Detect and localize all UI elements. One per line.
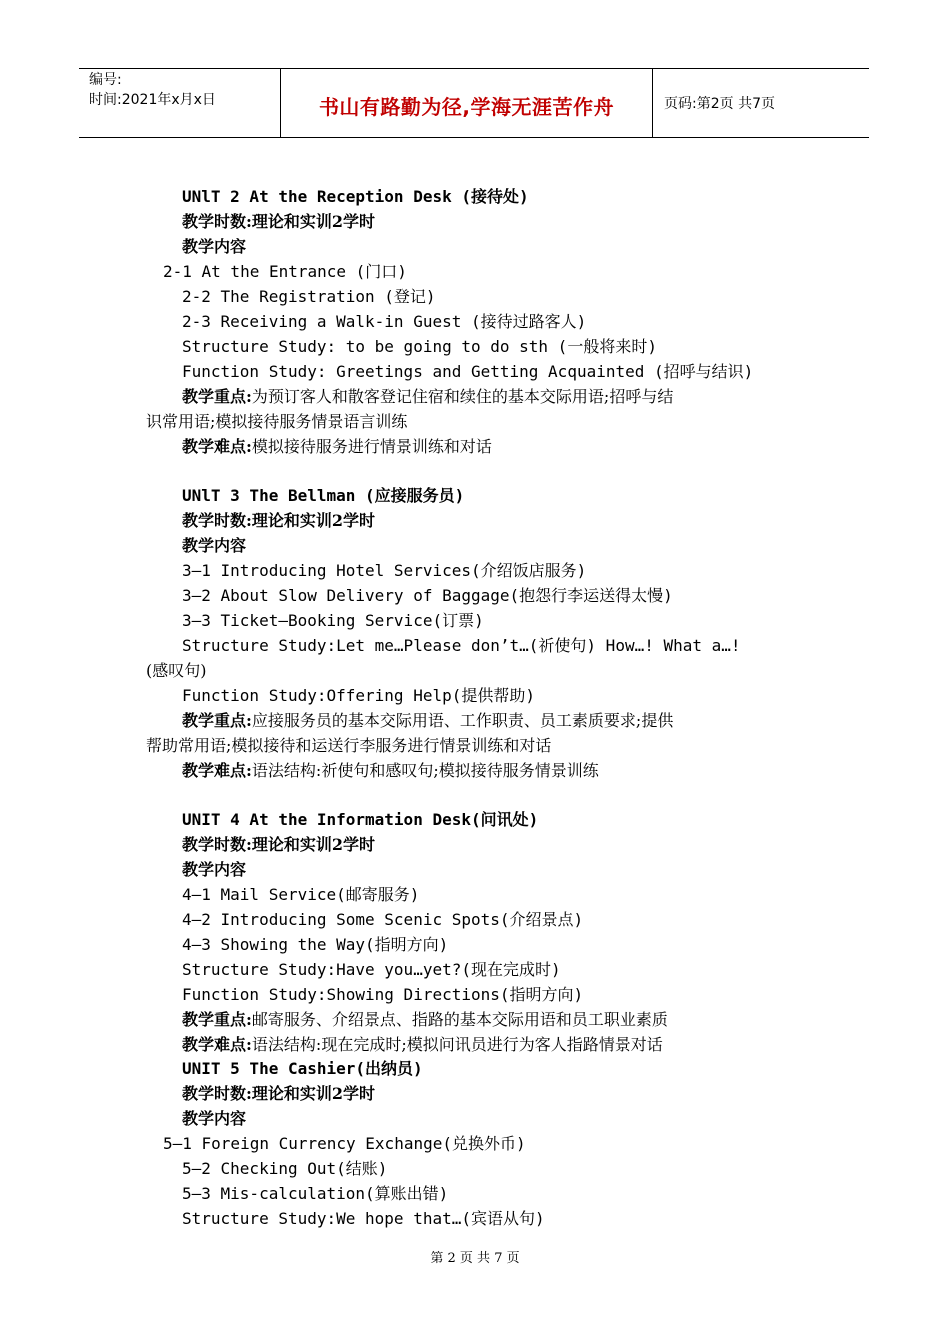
unit3-item-3: 3—3 Ticket—Booking Service(订票) bbox=[182, 611, 484, 630]
difficulties-text: 语法结构:祈使句和感叹句;模拟接待服务情景训练 bbox=[251, 761, 599, 780]
unit4-content-heading: 教学内容 bbox=[182, 860, 247, 879]
key-points-text: 为预订客人和散客登记住宿和续住的基本交际用语;招呼与结 bbox=[251, 387, 674, 406]
unit2-key-points bbox=[182, 387, 673, 407]
header-left-cell bbox=[79, 69, 281, 137]
header-center-cell bbox=[281, 69, 653, 137]
unit3-key-points-cont: 帮助常用语;模拟接待和运送行李服务进行情景训练和对话 bbox=[146, 736, 552, 755]
header-page-info: 页码:第2页 共7页 bbox=[664, 96, 775, 112]
difficulties-label: 教学难点: bbox=[182, 437, 252, 456]
unit4-item-1: 4—1 Mail Service(邮寄服务) bbox=[182, 885, 420, 904]
unit3-function-study: Function Study:Offering Help(提供帮助) bbox=[182, 686, 535, 705]
header-table bbox=[79, 68, 869, 138]
unit2-item-1: 2-1 At the Entrance (门口) bbox=[163, 262, 407, 281]
header-right-cell bbox=[654, 69, 869, 137]
difficulties-label: 教学难点: bbox=[182, 761, 252, 780]
unit4-structure-study: Structure Study:Have you…yet?(现在完成时) bbox=[182, 960, 561, 979]
page-footer: 第 2 页 共 7 页 bbox=[430, 1251, 520, 1266]
unit3-content-heading: 教学内容 bbox=[182, 536, 247, 555]
unit2-difficulties bbox=[182, 437, 492, 457]
unit2-hours: 教学时数:理论和实训2学时 bbox=[182, 212, 376, 231]
key-points-text: 应接服务员的基本交际用语、工作职责、员工素质要求;提供 bbox=[251, 711, 674, 730]
difficulties-text: 模拟接待服务进行情景训练和对话 bbox=[251, 437, 492, 456]
unit3-title: UNlT 3 The Bellman (应接服务员) bbox=[182, 486, 465, 505]
unit3-difficulties bbox=[182, 761, 599, 781]
unit3-structure-study: Structure Study:Let me…Please don’t…(祈使句) How…! What a…! bbox=[182, 636, 741, 655]
unit5-item-2: 5—2 Checking Out(结账) bbox=[182, 1159, 388, 1178]
key-points-label: 教学重点: bbox=[182, 1010, 252, 1029]
unit2-key-points-cont: 识常用语;模拟接待服务情景语言训练 bbox=[146, 412, 408, 431]
unit3-item-1: 3—1 Introducing Hotel Services(介绍饭店服务) bbox=[182, 561, 587, 580]
unit5-title: UNIT 5 The Cashier(出纳员) bbox=[182, 1059, 423, 1078]
unit3-key-points bbox=[182, 711, 673, 731]
unit4-function-study: Function Study:Showing Directions(指明方向) bbox=[182, 985, 584, 1004]
unit2-item-2: 2-2 The Registration (登记) bbox=[182, 287, 436, 306]
document-date: 时间:2021年x月x日 bbox=[89, 92, 216, 108]
unit4-difficulties bbox=[182, 1035, 663, 1055]
header-motto: 书山有路勤为径,学海无涯苦作舟 bbox=[318, 95, 615, 119]
unit2-structure-study: Structure Study: to be going to do sth (一般将来时) bbox=[182, 337, 657, 356]
unit4-item-3: 4—3 Showing the Way(指明方向) bbox=[182, 935, 449, 954]
unit5-structure-study: Structure Study:We hope that…(宾语从句) bbox=[182, 1209, 545, 1228]
unit5-item-3: 5—3 Mis-calculation(算账出错) bbox=[182, 1184, 449, 1203]
unit2-item-3: 2-3 Receiving a Walk-in Guest (接待过路客人) bbox=[182, 312, 587, 331]
unit3-item-2: 3—2 About Slow Delivery of Baggage(抱怨行李运送得太慢) bbox=[182, 586, 673, 605]
key-points-label: 教学重点: bbox=[182, 711, 252, 730]
unit2-content-heading: 教学内容 bbox=[182, 237, 247, 256]
unit5-hours: 教学时数:理论和实训2学时 bbox=[182, 1084, 376, 1103]
unit5-content-heading: 教学内容 bbox=[182, 1109, 247, 1128]
document-number-label: 编号: bbox=[89, 72, 122, 88]
unit5-item-1: 5—1 Foreign Currency Exchange(兑换外币) bbox=[163, 1134, 526, 1153]
unit4-title: UNIT 4 At the Information Desk(问讯处) bbox=[182, 810, 539, 829]
unit2-function-study: Function Study: Greetings and Getting Acquainted (招呼与结识) bbox=[182, 362, 754, 381]
unit4-key-points bbox=[182, 1010, 668, 1030]
unit4-hours: 教学时数:理论和实训2学时 bbox=[182, 835, 376, 854]
key-points-label: 教学重点: bbox=[182, 387, 252, 406]
key-points-text: 邮寄服务、介绍景点、指路的基本交际用语和员工职业素质 bbox=[251, 1010, 668, 1029]
difficulties-text: 语法结构:现在完成时;模拟问讯员进行为客人指路情景对话 bbox=[251, 1035, 663, 1054]
unit4-item-2: 4—2 Introducing Some Scenic Spots(介绍景点) bbox=[182, 910, 584, 929]
unit2-title: UNlT 2 At the Reception Desk (接待处) bbox=[182, 187, 529, 206]
unit3-hours: 教学时数:理论和实训2学时 bbox=[182, 511, 376, 530]
unit3-structure-study-cont: (感叹句) bbox=[146, 661, 207, 680]
difficulties-label: 教学难点: bbox=[182, 1035, 252, 1054]
